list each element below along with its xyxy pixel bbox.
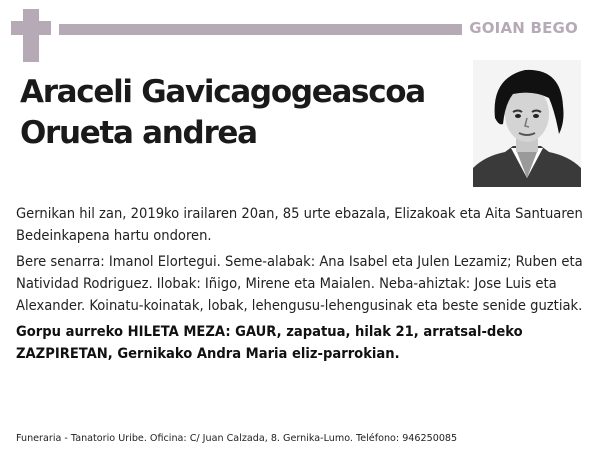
header-rule (59, 24, 462, 35)
cross-horizontal (11, 21, 51, 35)
portrait-icon (473, 60, 581, 187)
brand-label: GOIAN BEGO (469, 19, 578, 37)
cross-vertical (23, 9, 39, 62)
death-notice-paragraph: Gernikan hil zan, 2019ko irailaren 20an, 85 urte ebazala, Elizakoak eta Aita Santuaren Bedeinkapena hartu ondoren. (16, 205, 583, 244)
name-line-2: Orueta andrea (20, 115, 257, 151)
obituary-body (16, 203, 588, 365)
funeral-home-footer: Funeraria - Tanatorio Uribe. Oficina: C/ Juan Calzada, 8. Gernika-Lumo. Teléfono: 946250085 (16, 433, 458, 444)
deceased-name (20, 72, 460, 154)
family-paragraph: Bere senarra: Imanol Elortegui. Seme-alabak: Ana Isabel eta Julen Lezamiz; Ruben eta Natividad Rodriguez. Ilobak: Iñigo, Mirene eta Maialen. Neba-ahiztak: Jose Luis eta Alexander. Koinatu-koinatak, lobak, lehengusu-lehengusinak eta beste senide guztiak. (16, 253, 583, 314)
portrait-photo (473, 60, 581, 187)
funeral-mass-paragraph: Gorpu aurreko HILETA MEZA: GAUR, zapatua, hilak 21, arratsal-deko ZAZPIRETAN, Gernikako Andra Maria eliz-parrokian. (16, 323, 523, 362)
name-line-1: Araceli Gavicagogeascoa (20, 74, 425, 110)
